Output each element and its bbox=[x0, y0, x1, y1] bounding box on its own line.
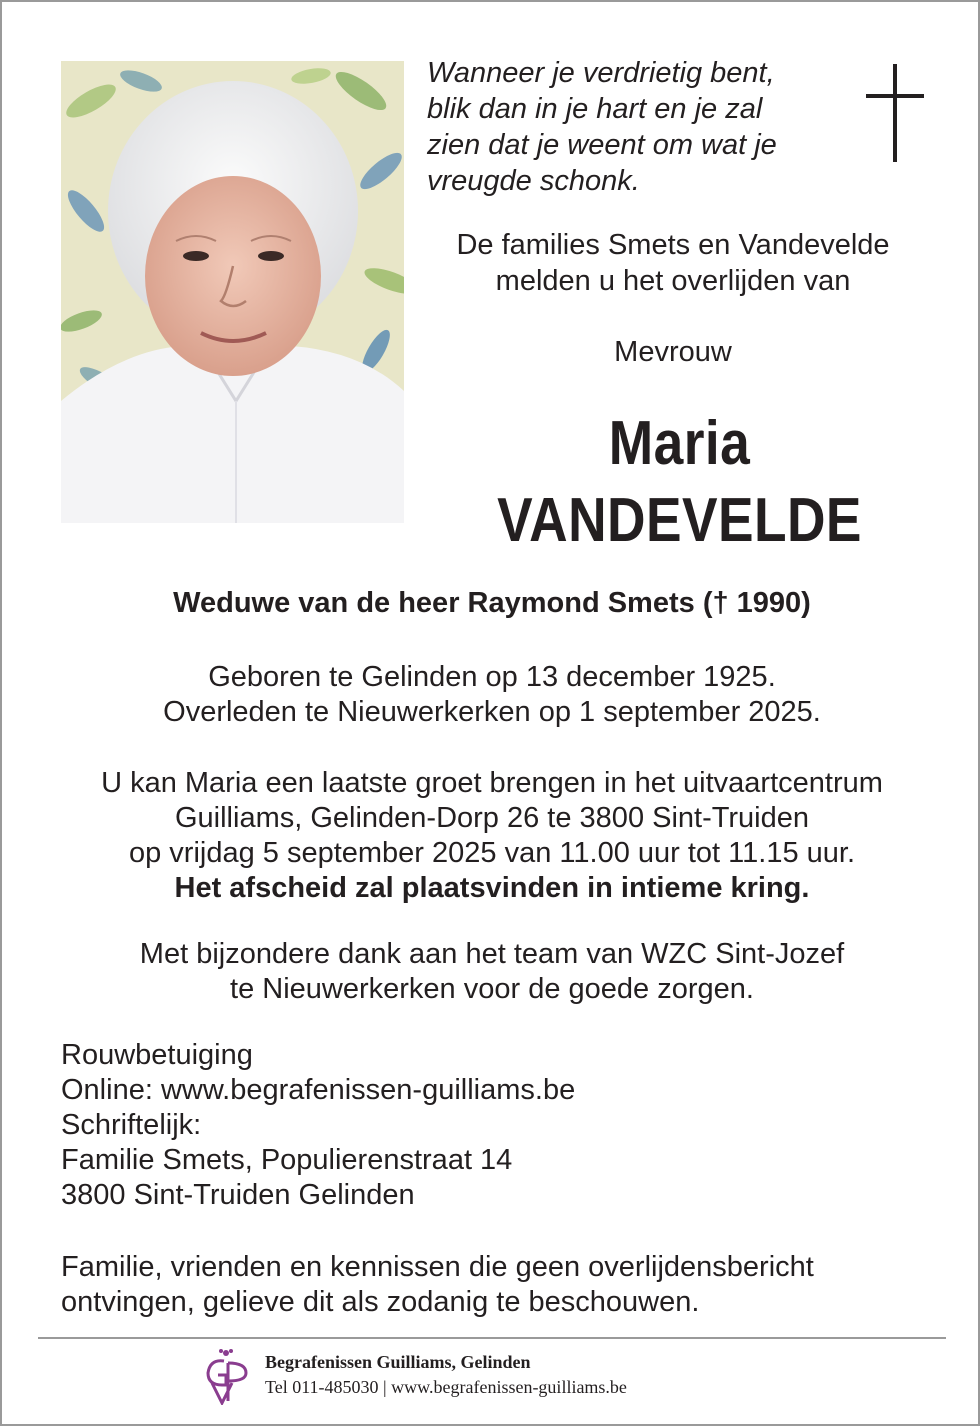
dates bbox=[2, 660, 980, 730]
condolences-heading: Rouwbetuiging bbox=[61, 1039, 253, 1071]
farewell-bold-line: Het afscheid zal plaatsvinden in intieme kring. bbox=[174, 872, 810, 904]
closing-line: Familie, vrienden en kennissen die geen overlijdensbericht bbox=[61, 1251, 814, 1283]
closing-note bbox=[61, 1250, 941, 1320]
announcement-line: De families Smets en Vandevelde bbox=[456, 229, 890, 261]
guilliams-monogram-icon bbox=[202, 1347, 252, 1405]
footer-company: Begrafenissen Guilliams, Gelinden bbox=[265, 1352, 531, 1372]
death-line: Overleden te Nieuwerkerken op 1 september 2025. bbox=[163, 696, 821, 728]
footer bbox=[265, 1350, 627, 1400]
last-name: VANDEVELDE bbox=[497, 486, 862, 555]
poem bbox=[427, 55, 857, 199]
farewell-line: U kan Maria een laatste groet brengen in het uitvaartcentrum bbox=[101, 767, 883, 799]
condolences-online[interactable]: Online: www.begrafenissen-guilliams.be bbox=[61, 1074, 576, 1106]
farewell-line: Guilliams, Gelinden-Dorp 26 te 3800 Sint-Truiden bbox=[174, 802, 810, 834]
closing-line: ontvingen, gelieve dit als zodanig te beschouwen. bbox=[61, 1286, 700, 1318]
portrait-photo bbox=[61, 61, 404, 523]
birth-line: Geboren te Gelinden op 13 december 1925. bbox=[208, 661, 776, 693]
announcement bbox=[422, 227, 924, 299]
farewell-line: op vrijdag 5 september 2025 van 11.00 uur tot 11.15 uur. bbox=[128, 837, 856, 869]
cross-icon bbox=[866, 64, 924, 162]
deceased-name bbox=[458, 405, 901, 559]
honorific: Mevrouw bbox=[614, 336, 732, 368]
poem-line: vreugde schonk. bbox=[427, 165, 640, 197]
first-name: Maria bbox=[608, 409, 751, 478]
widow-line: Weduwe van de heer Raymond Smets († 1990) bbox=[173, 587, 811, 619]
thanks bbox=[2, 937, 980, 1007]
poem-line: blik dan in je hart en je zal bbox=[427, 93, 763, 125]
condolences bbox=[61, 1038, 941, 1213]
poem-line: Wanneer je verdrietig bent, bbox=[427, 57, 775, 89]
condolences-address-line1: Familie Smets, Populierenstraat 14 bbox=[61, 1144, 513, 1176]
farewell bbox=[2, 766, 980, 906]
thanks-line: te Nieuwerkerken voor de goede zorgen. bbox=[230, 973, 754, 1005]
condolences-written-label: Schriftelijk: bbox=[61, 1109, 202, 1141]
footer-contact[interactable]: Tel 011-485030 | www.begrafenissen-guilliams.be bbox=[265, 1377, 627, 1397]
condolences-address-line2: 3800 Sint-Truiden Gelinden bbox=[61, 1179, 415, 1211]
poem-line: zien dat je weent om wat je bbox=[427, 129, 777, 161]
announcement-line: melden u het overlijden van bbox=[495, 265, 851, 297]
footer-divider bbox=[38, 1337, 946, 1339]
thanks-line: Met bijzondere dank aan het team van WZC Sint-Jozef bbox=[139, 938, 845, 970]
